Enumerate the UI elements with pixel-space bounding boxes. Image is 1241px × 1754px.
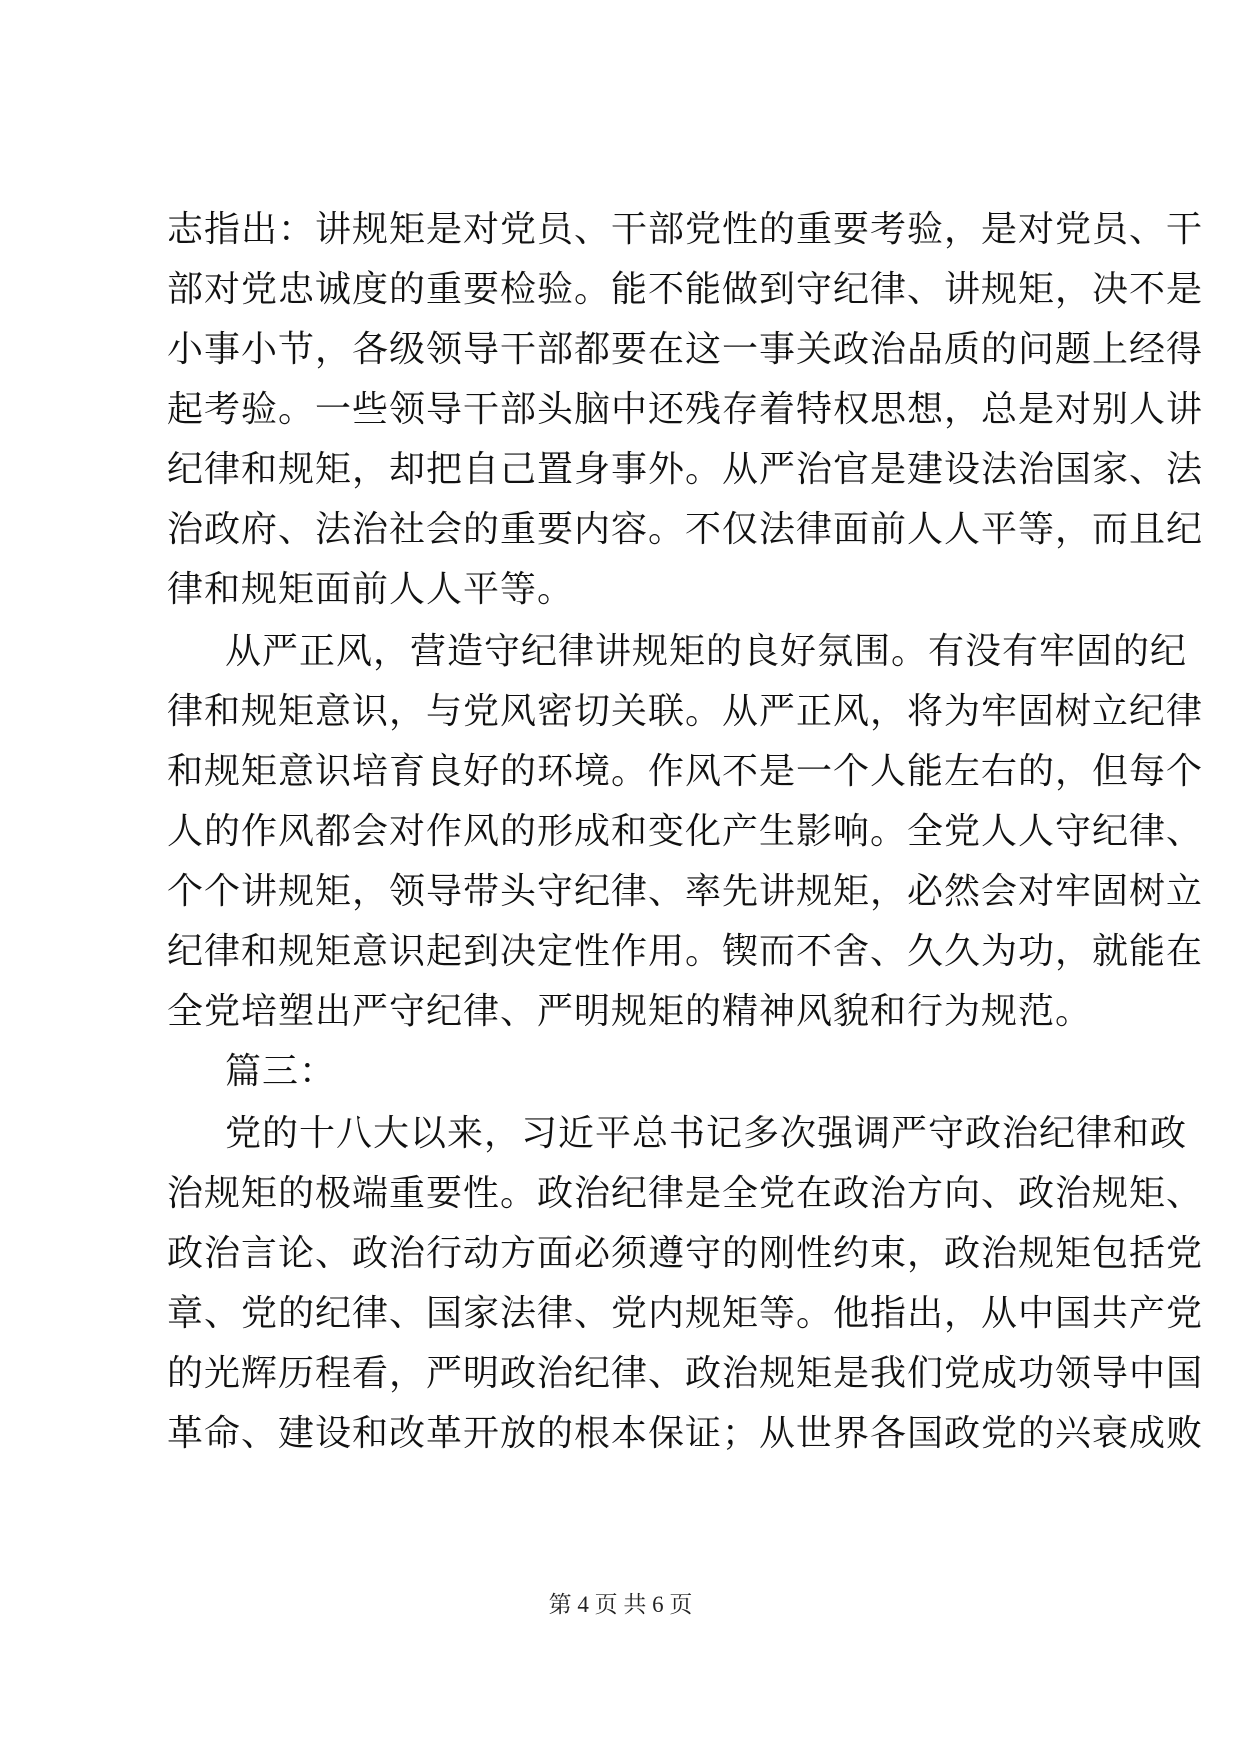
paragraph-start-line: 从严正风，营造守纪律讲规矩的良好氛围。有没有牢固的纪 [225, 631, 1188, 672]
text-line: 全党培塑出严守纪律、严明规矩的精神风貌和行为规范。 [167, 991, 1093, 1032]
text-line: 政治言论、政治行动方面必须遵守的刚性约束，政治规矩包括党 [167, 1233, 1204, 1274]
text-line: 治规矩的极端重要性。政治纪律是全党在政治方向、政治规矩、 [167, 1173, 1204, 1214]
text-line: 和规矩意识培育良好的环境。作风不是一个人能左右的，但每个 [167, 751, 1204, 792]
text-line: 小事小节，各级领导干部都要在这一事关政治品质的问题上经得 [167, 329, 1204, 370]
text-line: 个个讲规矩，领导带头守纪律、率先讲规矩，必然会对牢固树立 [167, 871, 1204, 912]
text-line: 纪律和规矩，却把自己置身事外。从严治官是建设法治国家、法 [167, 449, 1204, 490]
text-line: 章、党的纪律、国家法律、党内规矩等。他指出，从中国共产党 [167, 1293, 1204, 1334]
text-line: 人的作风都会对作风的形成和变化产生影响。全党人人守纪律、 [167, 811, 1204, 852]
text-line: 治政府、法治社会的重要内容。不仅法律面前人人平等，而且纪 [167, 509, 1204, 550]
text-line: 律和规矩面前人人平等。 [167, 569, 575, 610]
text-line: 纪律和规矩意识起到决定性作用。锲而不舍、久久为功，就能在 [167, 931, 1204, 972]
section-heading: 篇三： [225, 1051, 337, 1092]
text-line: 律和规矩意识，与党风密切关联。从严正风，将为牢固树立纪律 [167, 691, 1204, 732]
page-number-footer: 第 4 页 共 6 页 [548, 1592, 693, 1617]
text-line: 的光辉历程看，严明政治纪律、政治规矩是我们党成功领导中国 [167, 1353, 1204, 1394]
text-line: 志指出：讲规矩是对党员、干部党性的重要考验，是对党员、干 [167, 209, 1204, 250]
text-line: 革命、建设和改革开放的根本保证；从世界各国政党的兴衰成败 [167, 1413, 1204, 1454]
text-line: 部对党忠诚度的重要检验。能不能做到守纪律、讲规矩，决不是 [167, 269, 1204, 310]
paragraph-start-line: 党的十八大以来，习近平总书记多次强调严守政治纪律和政 [225, 1113, 1188, 1154]
text-line: 起考验。一些领导干部头脑中还残存着特权思想，总是对别人讲 [167, 389, 1204, 430]
